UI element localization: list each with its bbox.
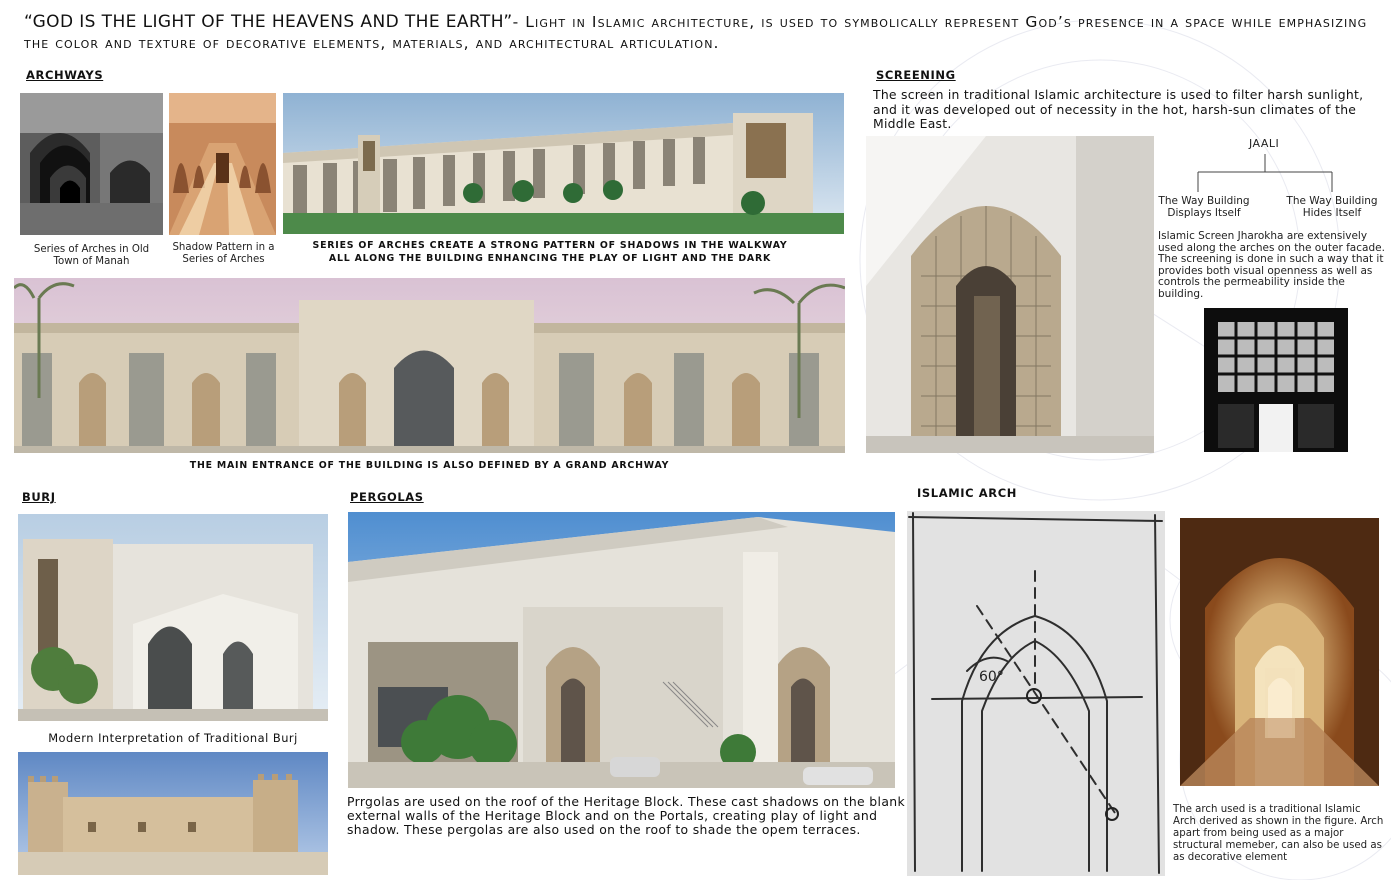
screening-heading: SCREENING	[876, 68, 956, 82]
caption-entrance: THE MAIN ENTRANCE OF THE BUILDING IS ALSO DEFINED BY A GRAND ARCHWAY	[189, 460, 670, 471]
islamic-arch-text: The arch used is a traditional Islamic Arch derived as shown in the figure. Arch apart from being used as a major structural memeber, can also be used as as decorative element	[1173, 804, 1384, 863]
burj-modern-render	[18, 514, 328, 721]
jaali-arch-render	[866, 136, 1154, 453]
caption-old-town: Series of Arches in Old Town of Manah	[33, 244, 150, 267]
jaali-branch-right: The Way Building Hides Itself	[1286, 195, 1378, 219]
jharokha-screen-photo	[1204, 308, 1348, 452]
jaali-branch-lines	[1180, 154, 1350, 194]
pergolas-text: Prrgolas are used on the roof of the Heritage Block. These cast shadows on the blank external walls of the Heritage Block and on the Portals, creating play of light and shadow. These pergolas are also used on the roof to shade the opem terraces.	[347, 794, 905, 837]
jharokha-text: Islamic Screen Jharokha are extensively used along the arches on the outer facade. The screening is done in such a way that it provides both visual openness as well as controls the permeability inside the building.	[1158, 230, 1385, 300]
arched-corridor-photo	[1180, 518, 1379, 786]
pergola-heritage-render	[348, 512, 895, 788]
jaali-branch-left: The Way Building Displays Itself	[1158, 195, 1250, 219]
page-headline	[24, 12, 1374, 54]
headline-text: - Light in Islamic architecture, is used to symbolically represent God’s presence in a space while emphasizing the color and texture of decorative elements, materials, and architectural articulation.	[24, 13, 1368, 52]
archways-heading: ARCHWAYS	[26, 68, 104, 82]
jaali-title: JAALI	[1249, 137, 1280, 150]
arch-angle-label: 60°	[979, 669, 1004, 685]
screening-text: The screen in traditional Islamic architecture is used to filter harsh sunlight, and it was developed out of necessity in the hot, harsh-sun climates of the Middle East.	[873, 87, 1364, 131]
islamic-arch-heading: ISLAMIC ARCH	[917, 486, 1017, 500]
old-town-arches-photo	[20, 93, 163, 235]
islamic-arch-sketch	[907, 511, 1165, 876]
shadow-pattern-photo	[169, 93, 276, 235]
walkway-arches-render	[283, 93, 844, 234]
headline-quote: “GOD IS THE LIGHT OF THE HEAVENS AND THE EARTH”	[24, 12, 513, 32]
caption-shadow-pattern: Shadow Pattern in a Series of Arches	[172, 242, 275, 265]
burj-heading: BURJ	[22, 490, 56, 504]
grand-entrance-render	[14, 278, 845, 453]
caption-burj: Modern Interpretation of Traditional Burj	[48, 731, 298, 745]
traditional-fort-photo	[18, 752, 328, 875]
pergolas-heading: PERGOLAS	[350, 490, 424, 504]
caption-walkway: SERIES OF ARCHES CREATE A STRONG PATTERN OF SHADOWS IN THE WALKWAY ALL ALONG THE BUILDING ENHANCING THE PLAY OF LIGHT AND THE DARK	[312, 240, 788, 264]
